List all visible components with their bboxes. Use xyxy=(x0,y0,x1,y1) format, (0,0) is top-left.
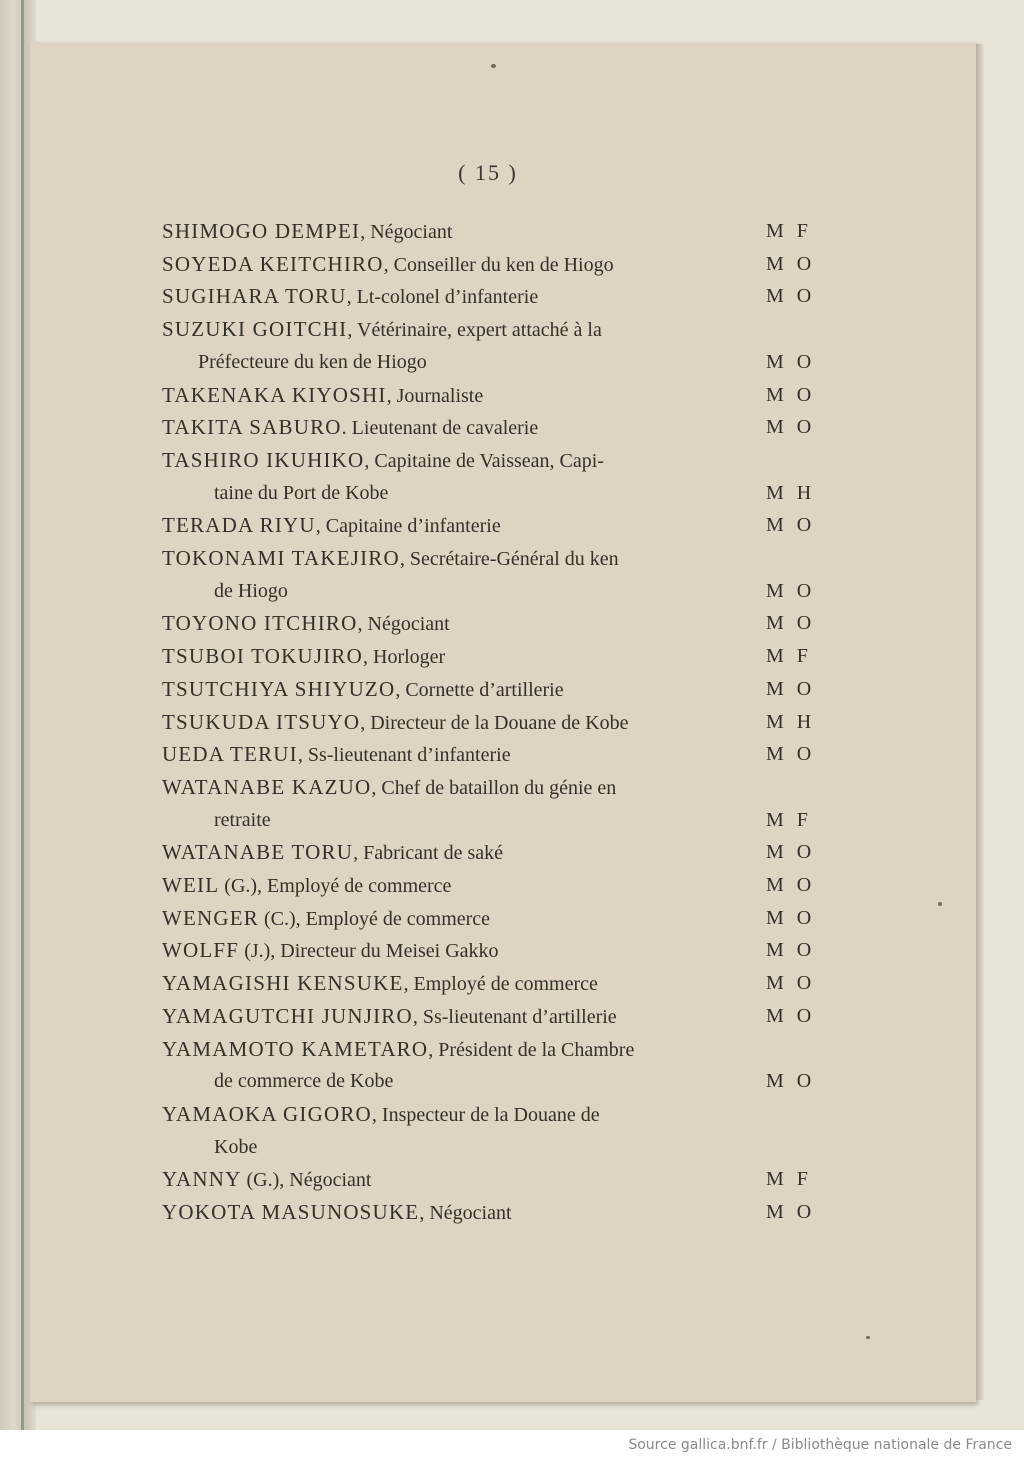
member-description: Préfecteure du ken de Hiogo xyxy=(198,351,427,373)
member-name: TASHIRO IKUHIKO xyxy=(162,448,365,472)
member-description: , Employé de commerce xyxy=(403,973,598,995)
list-entry xyxy=(0,280,976,312)
list-entry xyxy=(0,248,976,280)
entry-text xyxy=(162,869,451,902)
list-entry xyxy=(0,411,976,443)
list-entry xyxy=(0,1000,976,1032)
membership-code: M H xyxy=(766,711,816,733)
list-entry xyxy=(0,902,976,934)
list-entry-continuation xyxy=(0,575,976,607)
member-description: retraite xyxy=(214,809,271,831)
list-entry-continuation xyxy=(0,477,976,509)
member-description: , Négociant xyxy=(360,221,453,243)
member-name: TAKENAKA KIYOSHI xyxy=(162,383,387,407)
member-description: , Capitaine de Vaissean, Capi- xyxy=(364,450,604,472)
entry-text xyxy=(162,607,450,640)
entry-text xyxy=(162,673,564,706)
member-name: SUGIHARA TORU xyxy=(162,284,347,308)
page-number: ( 15 ) xyxy=(458,160,518,185)
member-name: WEIL xyxy=(162,873,220,897)
member-name: UEDA TERUI xyxy=(162,742,298,766)
membership-code: M O xyxy=(766,351,816,373)
entry-text xyxy=(162,706,628,739)
member-description: , Négociant xyxy=(357,613,450,635)
member-name: TERADA RIYU xyxy=(162,513,316,537)
member-name: YANNY xyxy=(162,1167,242,1191)
entry-text xyxy=(162,542,619,575)
entry-text xyxy=(162,1163,371,1196)
member-name: TSUTCHIYA SHIYUZO xyxy=(162,677,396,701)
entry-text xyxy=(214,804,271,836)
list-entry xyxy=(0,1098,976,1130)
membership-code: M O xyxy=(766,678,816,700)
list-entry xyxy=(0,1163,976,1195)
list-entry xyxy=(0,706,976,738)
member-description: de commerce de Kobe xyxy=(214,1070,394,1092)
member-description: , Ss-lieutenant d’artillerie xyxy=(412,1006,617,1028)
list-entry xyxy=(0,673,976,705)
membership-code: M O xyxy=(766,285,816,307)
member-name: TSUBOI TOKUJIRO xyxy=(162,644,363,668)
member-description: , Lt-colonel d’infanterie xyxy=(346,286,539,308)
entry-text xyxy=(162,967,598,1000)
list-entry-continuation xyxy=(0,1131,976,1163)
entry-text xyxy=(162,640,445,673)
member-name: SUZUKI GOITCHI xyxy=(162,317,348,341)
entry-text xyxy=(214,477,388,509)
membership-code: M O xyxy=(766,743,816,765)
entry-text xyxy=(162,902,490,935)
membership-code: M O xyxy=(766,1201,816,1223)
member-name: WENGER xyxy=(162,906,260,930)
entry-text xyxy=(162,771,616,804)
list-entry xyxy=(0,967,976,999)
list-entry xyxy=(0,542,976,574)
entry-text xyxy=(162,509,501,542)
member-name: WATANABE KAZUO xyxy=(162,775,372,799)
member-name: TOKONAMI TAKEJIRO xyxy=(162,546,400,570)
membership-code: M O xyxy=(766,972,816,994)
entry-text xyxy=(162,1033,634,1066)
entry-text xyxy=(162,411,538,444)
member-name: YAMAGISHI KENSUKE xyxy=(162,971,404,995)
entry-text xyxy=(214,575,288,607)
list-entry xyxy=(0,607,976,639)
member-name: YAMAGUTCHI JUNJIRO xyxy=(162,1004,413,1028)
member-name: TSUKUDA ITSUYO xyxy=(162,710,361,734)
entry-text xyxy=(162,1196,512,1229)
entry-text xyxy=(162,280,538,313)
membership-code: M O xyxy=(766,514,816,536)
member-name: TAKITA SABURO xyxy=(162,415,342,439)
member-name: TOYONO ITCHIRO xyxy=(162,611,358,635)
member-description: (J.), Directeur du Meisei Gakko xyxy=(239,940,499,962)
member-description: de Hiogo xyxy=(214,580,288,602)
member-name: YOKOTA MASUNOSUKE xyxy=(162,1200,420,1224)
member-description: , Ss-lieutenant d’infanterie xyxy=(297,744,511,766)
entry-text xyxy=(162,379,483,412)
entry-text xyxy=(162,313,602,346)
list-entry xyxy=(0,1033,976,1065)
member-description: taine du Port de Kobe xyxy=(214,482,389,504)
membership-code: M O xyxy=(766,907,816,929)
member-name: SHIMOGO DEMPEI xyxy=(162,219,361,243)
list-entry xyxy=(0,771,976,803)
member-name: WOLFF xyxy=(162,938,240,962)
list-entry-continuation xyxy=(0,804,976,836)
member-name: YAMAOKA GIGORO xyxy=(162,1102,372,1126)
list-entry-continuation xyxy=(0,346,976,378)
member-description: (G.), Employé de commerce xyxy=(219,875,452,897)
membership-code: M O xyxy=(766,939,816,961)
member-description: , Vétérinaire, expert attaché à la xyxy=(347,319,602,341)
member-description: , Journaliste xyxy=(386,385,484,407)
entry-text xyxy=(162,215,452,248)
entry-text xyxy=(214,1065,393,1097)
member-description: . Lieutenant de cavalerie xyxy=(341,417,539,439)
member-description: (G.), Négociant xyxy=(241,1169,372,1191)
list-entry xyxy=(0,509,976,541)
membership-code: M O xyxy=(766,253,816,275)
list-entry xyxy=(0,1196,976,1228)
list-entry xyxy=(0,215,976,247)
member-name: SOYEDA KEITCHIRO xyxy=(162,252,384,276)
source-credit: Source gallica.bnf.fr / Bibliothèque nationale de France xyxy=(628,1437,1012,1453)
membership-code: M F xyxy=(766,645,812,667)
entry-text xyxy=(162,444,604,477)
member-description: , Horloger xyxy=(363,646,446,668)
entry-text xyxy=(162,1000,617,1033)
member-description: , Directeur de la Douane de Kobe xyxy=(360,712,629,734)
list-entry xyxy=(0,444,976,476)
entry-text xyxy=(162,836,503,869)
membership-code: M O xyxy=(766,384,816,406)
membership-code: M F xyxy=(766,1168,812,1190)
member-description: , Président de la Chambre xyxy=(428,1039,635,1061)
list-entry xyxy=(0,640,976,672)
membership-code: M F xyxy=(766,809,812,831)
member-name: WATANABE TORU xyxy=(162,840,354,864)
membership-code: M O xyxy=(766,841,816,863)
list-entry xyxy=(0,836,976,868)
membership-code: M O xyxy=(766,580,816,602)
membership-code: M O xyxy=(766,416,816,438)
member-description: (C.), Employé de commerce xyxy=(259,908,491,930)
member-description: , Chef de bataillon du génie en xyxy=(371,777,617,799)
entry-text xyxy=(198,346,427,378)
member-description: , Cornette d’artillerie xyxy=(395,679,564,701)
member-description: , Conseiller du ken de Hiogo xyxy=(383,254,614,276)
membership-code: M F xyxy=(766,220,812,242)
list-entry-continuation xyxy=(0,1065,976,1097)
list-entry xyxy=(0,313,976,345)
entry-text xyxy=(162,1098,600,1131)
membership-code: M H xyxy=(766,482,816,504)
list-entry xyxy=(0,738,976,770)
member-name: YAMAMOTO KAMETARO xyxy=(162,1037,429,1061)
membership-code: M O xyxy=(766,874,816,896)
entry-text xyxy=(214,1131,257,1163)
member-description: Kobe xyxy=(214,1136,258,1158)
member-description: , Secrétaire-Général du ken xyxy=(399,548,619,570)
entry-text xyxy=(162,934,499,967)
entry-text xyxy=(162,738,511,771)
membership-code: M O xyxy=(766,1070,816,1092)
list-entry xyxy=(0,869,976,901)
membership-code: M O xyxy=(766,612,816,634)
list-entry xyxy=(0,379,976,411)
page-edge xyxy=(976,44,984,1400)
membership-code: M O xyxy=(766,1005,816,1027)
member-description: , Fabricant de saké xyxy=(353,842,504,864)
member-description: , Capitaine d’infanterie xyxy=(315,515,501,537)
member-description: , Négociant xyxy=(419,1202,512,1224)
entry-text xyxy=(162,248,614,281)
member-description: , Inspecteur de la Douane de xyxy=(371,1104,600,1126)
list-entry xyxy=(0,934,976,966)
